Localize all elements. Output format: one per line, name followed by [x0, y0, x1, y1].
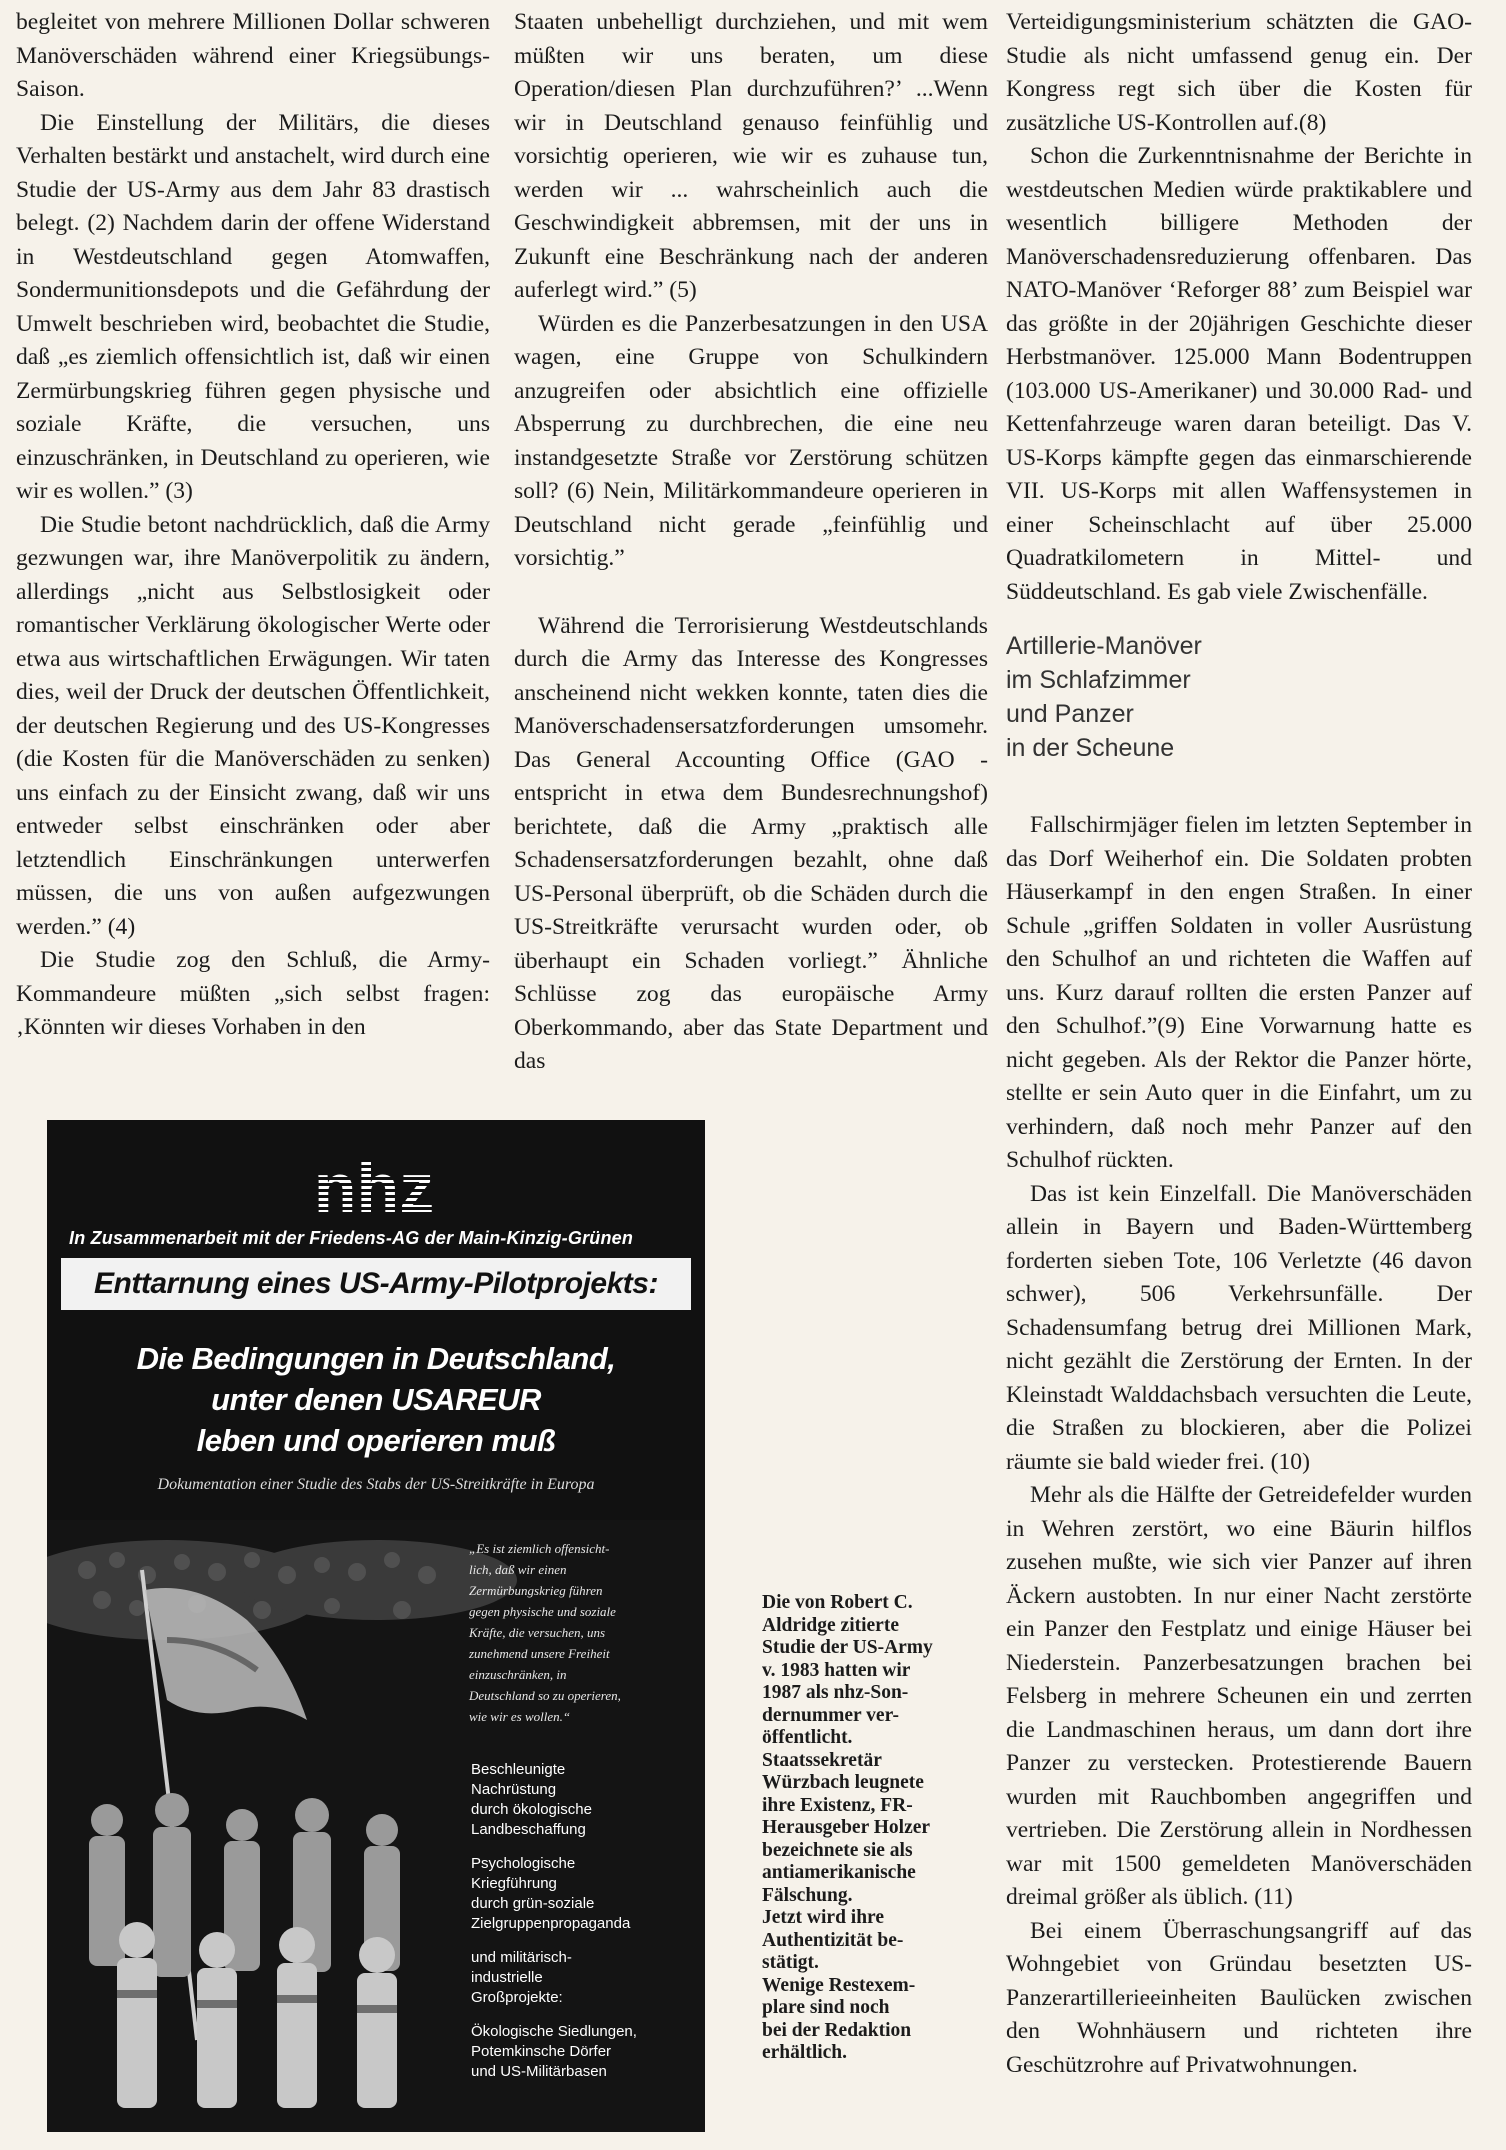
caption-line: ihre Existenz, FR-: [762, 1794, 913, 1816]
text-column-2: [514, 6, 988, 1079]
article-paragraph: Das ist kein Einzelfall. Die Manöverschäden allein in Bayern und Baden-Württemberg forderten sieben Tote, 106 Verletzte (46 davon schwer), 506 Verkehrsunfälle. Der Schadensumfang betrug drei Millionen Mark, nicht gezählt die Zerstörung der Ernten. In der Kleinstadt Walddachsbach versuchten die Leute, die Straßen zu blockieren, aber die Polizei räumte sie bald wieder frei. (10): [1006, 1180, 1472, 1475]
article-paragraph: Bei einem Überraschungsangriff auf das Wohngebiet von Gründau besetzten US-Panzerartillerieeinheiten Baulücken zwischen den Wohnhäusern und richteten ihre Geschützrohre auf Privatwohnungen.: [1006, 1917, 1472, 2078]
ad-item-line: Großprojekte:: [471, 1989, 563, 2006]
quote-line: gegen physische und soziale: [469, 1604, 616, 1619]
documentation-subtitle: Dokumentation einer Studie des Stabs der US-Streitkräfte in Europa: [157, 1476, 595, 1493]
article-paragraph: begleitet von mehrere Millionen Dollar schweren Manöverschäden während einer Kriegsübungs-Saison.: [16, 9, 490, 102]
ad-item-line: Zielgruppenpropaganda: [471, 1915, 631, 1932]
caption-line: öffentlicht.: [762, 1727, 853, 1748]
article-paragraph: Staaten unbehelligt durchziehen, und mit wem müßten wir uns beraten, um diese Operation/diesen Plan durchzuführen?’ ...Wenn wir in Deutschland genauso feinfühlig und vorsichtig operieren, wie wir es zuhause tun, werden wir ... wahrscheinlich auch die Geschwindigkeit abbremsen, mit der uns in Zukunft eine Beschränkung nach der anderen auferlegt wird.” (5): [514, 9, 988, 303]
caption-line: Authentizität be-: [762, 1929, 904, 1951]
article-paragraph: Schon die Zurkenntnisnahme der Berichte in westdeutschen Medien würde praktikablere und wesentlich billigere Methoden der Manöverschadensreduzierung offenbaren. Das NATO-Manöver ‘Reforger 88’ zum Beispiel war das größte in der 20jährigen Geschichte dieser Herbstmanöver. 125.000 Mann Bodentruppen (103.000 US-Amerikaner) und 30.000 Rad- und Kettenfahrzeuge waren daran beteiligt. Das V. US-Korps kämpfte gegen das einmarschierende VII. US-Korps mit allen Waffensystemen in einer Scheinschlacht auf über 25.000 Quadratkilometern in Mittel- und Süddeutschland. Es gab viele Zwischenfälle.: [1006, 143, 1472, 605]
caption-line: Studie der US-Army: [762, 1637, 933, 1658]
caption-line: Die von Robert C.: [762, 1592, 913, 1613]
ad-item-line: industrielle: [471, 1969, 543, 1986]
text-column-3: [1006, 6, 1472, 2082]
ad-item-line: durch grün-soziale: [471, 1895, 595, 1912]
article-paragraph: Würden es die Panzerbesatzungen in den USA wagen, eine Gruppe von Schulkindern anzugreifen oder absichtlich eine offizielle Absperrung zu durchbrechen, die eine neu instandgesetzte Straße vor Zerstörung schützen soll? (6) Nein, Militärkommandeure operieren in Deutschland nicht gerade „feinfühlig und vorsichtig.”: [514, 310, 988, 571]
article-paragraph: Mehr als die Hälfte der Getreidefelder wurden in Wehren zerstört, wo eine Bäurin hilflos zusehen mußte, wie sich vier Panzer auf ihren Äckern austobten. In nur einer Nacht zerstörte ein Panzer den Festplatz und einige Häuser bei Niederstein. Panzerbesatzungen brachen bei Felsberg in mehrere Scheunen ein und zerrten die Landmaschinen heraus, um dann dort ihre Panzer zu verstecken. Protestierende Bauern wurden mit Rauchbomben angegriffen und vertrieben. Die Zerstörung allein in Nordhessen war mit 1500 gemeldeten Manöverschäden dreimal größer als üblich. (11): [1006, 1482, 1472, 1910]
nhz-advertisement: [47, 1120, 705, 2132]
column2-paragraphs-top: [514, 6, 988, 576]
svg-text:nhz: nhz: [313, 1156, 435, 1222]
caption-line: Wenige Restexem-: [762, 1974, 916, 1996]
caption-line: Staatssekretär: [762, 1749, 882, 1771]
caption-line: Würzbach leugnete: [762, 1772, 924, 1793]
ad-title: [57, 1338, 695, 1461]
ad-item-line: Psychologische: [471, 1855, 576, 1872]
ad-item-list: [471, 1760, 701, 2096]
nhz-logo: [294, 1156, 454, 1222]
text-column-1: [16, 6, 490, 1045]
caption-line: Jetzt wird ihre: [762, 1907, 885, 1928]
article-paragraph: Die Studie zog den Schluß, die Army-Kommandeure müßten „sich selbst fragen:‚Könnten wir dieses Vorhaben in den: [16, 947, 490, 1040]
column3-paragraphs-top: [1006, 6, 1472, 609]
subheading-line: und Panzer: [1006, 700, 1134, 728]
ad-item-group: [471, 1760, 701, 1840]
ad-item-line: Landbeschaffung: [471, 1821, 586, 1838]
quote-line: Kräfte, die versuchen, uns: [469, 1625, 606, 1640]
column3-paragraphs-bottom: [1006, 809, 1472, 2082]
article-paragraph: Die Studie betont nachdrücklich, daß die Army gezwungen war, ihre Manöverpolitik zu ändern, allerdings „nicht aus Selbstlosigkeit oder romantischer Verklärung ökologischer Werte oder etwa aus wirtschaftlichen Erwägungen. Wir taten dies, weil der Druck der deutschen Öffentlichkeit, der deutschen Regierung und des US-Kongresses (die Kosten für die Manöverschäden zu senken) uns einfach zu der Einsicht zwang, daß wir uns entweder selbst einschränken oder aber letztendlich Einschränkungen unterwerfen müssen, die uns von außen aufgezwungen werden.” (4): [16, 511, 490, 940]
caption-line: Fälschung.: [762, 1884, 853, 1906]
ad-item-line: und militärisch-: [471, 1949, 572, 1966]
ad-item-group: [471, 1854, 701, 1934]
image-caption: [762, 1592, 1002, 2065]
column2-paragraphs-bottom: [514, 610, 988, 1079]
section-subheading: [1006, 629, 1472, 765]
subheading-line: Artillerie-Manöver: [1006, 632, 1202, 660]
ad-item-group: [471, 2022, 701, 2082]
quote-line: wie wir es wollen.“: [469, 1709, 571, 1724]
ad-item-line: Beschleunigte: [471, 1761, 566, 1778]
quote-line: lich, daß wir einen: [469, 1562, 567, 1577]
caption-line: Herausgeber Holzer: [762, 1817, 931, 1838]
ad-title-line: Die Bedingungen in Deutschland,: [136, 1341, 616, 1376]
ad-title-line: leben und operieren muß: [196, 1423, 556, 1458]
ad-item-line: Ökologische Siedlungen,: [471, 2023, 637, 2040]
study-quote: [469, 1538, 689, 1727]
headline-bar: Enttarnung eines US-Army-Pilotprojekts:: [61, 1258, 691, 1310]
ad-item-line: und US-Militärbasen: [471, 2063, 607, 2080]
caption-line: stätigt.: [762, 1952, 819, 1973]
subheading-line: in der Scheune: [1006, 734, 1175, 762]
quote-line: Zermürbungskrieg führen: [469, 1583, 603, 1598]
quote-line: „Es ist ziemlich offensicht-: [469, 1541, 610, 1556]
quote-line: zunehmend unsere Freiheit: [469, 1646, 610, 1661]
ad-item-line: Kriegführung: [471, 1875, 557, 1892]
ad-item-line: Potemkinsche Dörfer: [471, 2043, 612, 2060]
article-paragraph: Verteidigungsministerium schätzten die GAO-Studie als nicht umfassend genug ein. Der Kongress regt sich über die Kosten für zusätzliche US-Kontrollen auf.(8): [1006, 9, 1472, 136]
caption-line: v. 1983 hatten wir: [762, 1659, 911, 1681]
article-paragraph: Die Einstellung der Militärs, die dieses Verhalten bestärkt und anstachelt, wird durch eine Studie der US-Army aus dem Jahr 83 drastisch belegt. (2) Nachdem darin der offene Widerstand in Westdeutschland gegen Atomwaffen, Sondermunitionsdepots und die Gefährdung der Umwelt beschrieben wird, beobachtet die Studie, daß „es ziemlich offensichtlich ist, daß wir einen Zermürbungskrieg führen gegen physische und soziale Kräfte, die versuchen, uns einzuschränken, in Deutschland zu operieren, wie wir es wollen.” (3): [16, 109, 490, 504]
ad-title-line: unter denen USAREUR: [211, 1382, 541, 1417]
caption-line: bei der Redaktion: [762, 2019, 912, 2041]
caption-line: antiamerikanische: [762, 1862, 916, 1883]
caption-line: dernummer ver-: [762, 1704, 899, 1726]
article-paragraph: Während die Terrorisierung Westdeutschlands durch die Army das Interesse des Kongresses anscheinend nicht wekken konnte, taten dies die Manöverschadensersatzforderungen umsomehr. Das General Accounting Office (GAO - entspricht in etwa dem Bundesrechnungshof) berichtete, daß die Army „praktisch alle Schadensersatzforderungen bezahlt, ohne daß US-Personal überprüft, ob die Schäden durch die US-Streitkräfte verursacht wurden oder, ob überhaupt ein Schaden vorliegt.” Ähnliche Schlüsse zog das europäische Army Oberkommando, aber das State Department und das: [514, 612, 988, 1074]
column1-paragraphs: [16, 6, 490, 1045]
ad-item-group: [471, 1948, 701, 2008]
article-paragraph: Fallschirmjäger fielen im letzten September in das Dorf Weiherhof ein. Die Soldaten probten Häuserkampf in den engen Straßen. In einer Schule „griffen Soldaten in voller Ausrüstung den Schulhof an und richteten die Waffen auf uns. Kurz darauf rollten die ersten Panzer auf den Schulhof.”(9) Eine Vorwarnung hatte es nicht gegeben. Als der Rektor die Panzer hörte, stellte er sein Auto quer in die Einfahrt, um zu verhindern, daß noch mehr Panzer auf den Schulhof rückten.: [1006, 812, 1472, 1173]
caption-line: bezeichnete sie als: [762, 1839, 913, 1861]
caption-line: 1987 als nhz-Son-: [762, 1682, 909, 1703]
ad-item-line: Nachrüstung: [471, 1781, 557, 1798]
subheading-line: im Schlafzimmer: [1006, 666, 1191, 694]
ad-item-line: durch ökologische: [471, 1801, 592, 1818]
quote-line: Deutschland so zu operieren,: [469, 1688, 621, 1703]
caption-line: erhältlich.: [762, 2042, 848, 2063]
collaboration-line: In Zusammenarbeit mit der Friedens-AG der Main-Kinzig-Grünen: [69, 1228, 634, 1248]
quote-line: einzuschränken, in: [469, 1667, 567, 1682]
caption-line: Aldridge zitierte: [762, 1614, 899, 1636]
caption-line: plare sind noch: [762, 1997, 890, 2018]
